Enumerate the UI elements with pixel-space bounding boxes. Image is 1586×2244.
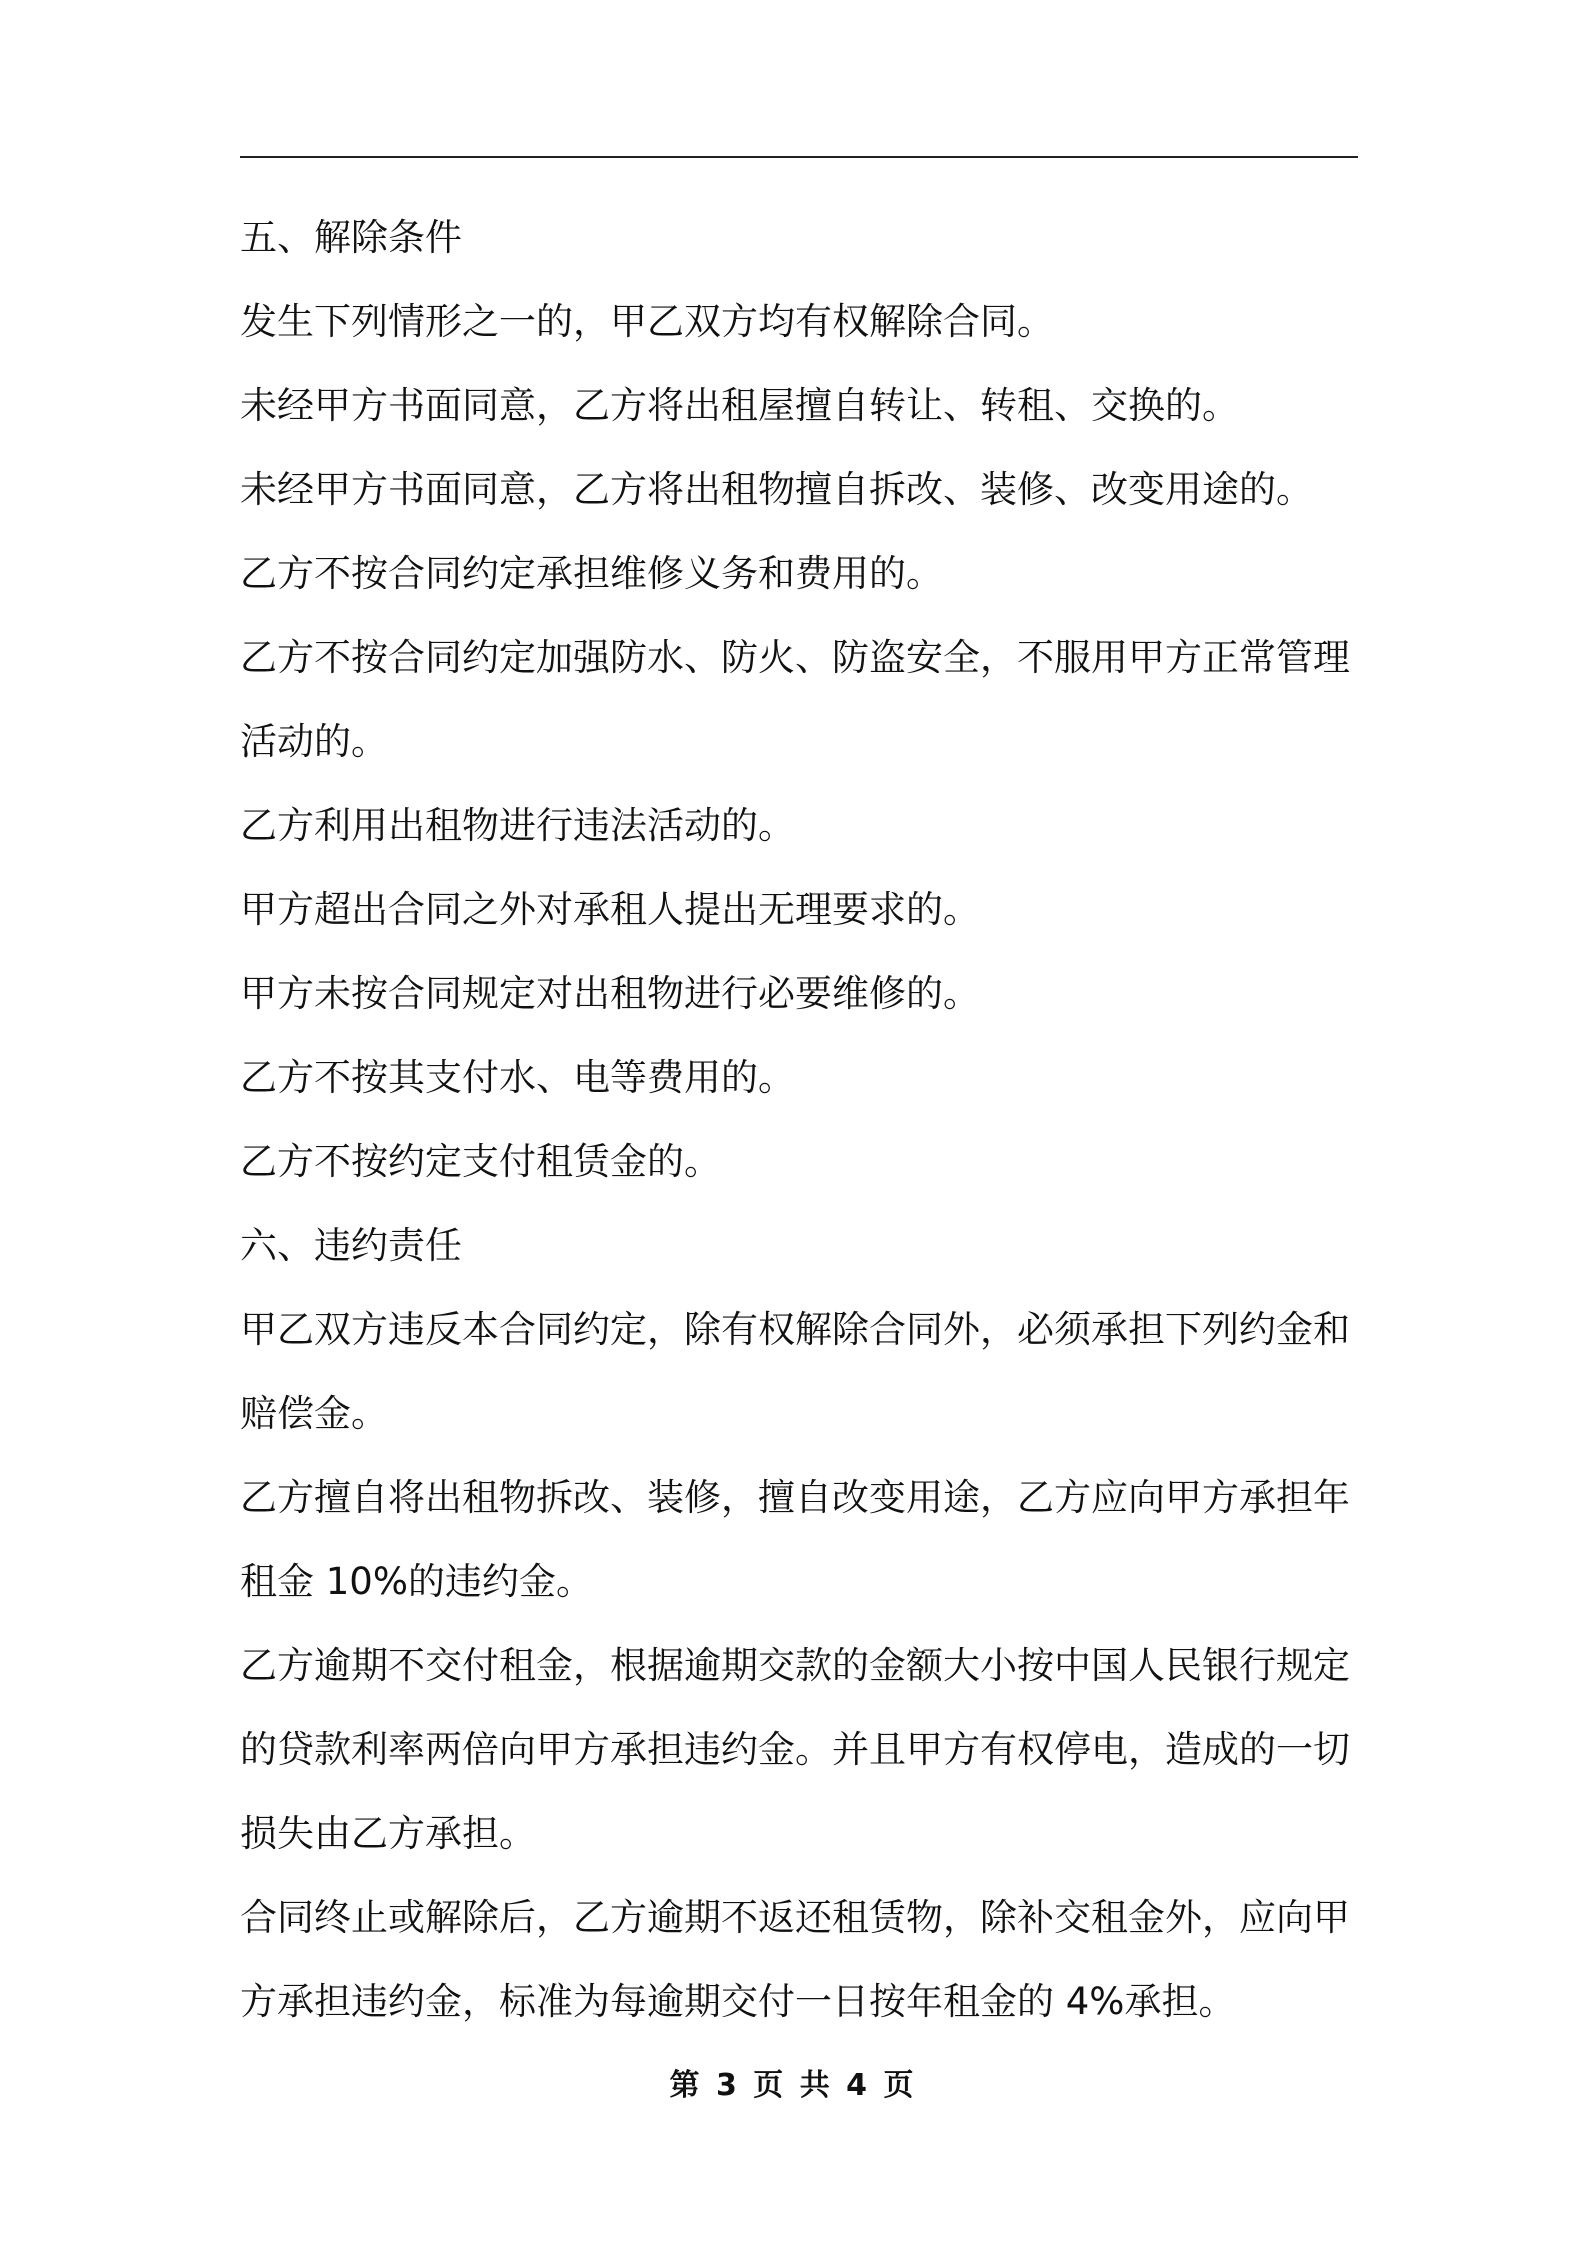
paragraph-line: 发生下列情形之一的，甲乙双方均有权解除合同。 bbox=[240, 300, 1054, 343]
paragraph-line: 未经甲方书面同意，乙方将出租物擅自拆改、装修、改变用途的。 bbox=[240, 468, 1313, 511]
paragraph-line: 未经甲方书面同意，乙方将出租屋擅自转让、转租、交换的。 bbox=[240, 384, 1239, 427]
paragraph-line: 方承担违约金，标准为每逾期交付一日按年租金的 4%承担。 bbox=[240, 1980, 1236, 2023]
paragraph-line: 赔偿金。 bbox=[240, 1392, 388, 1435]
document-body bbox=[240, 196, 1358, 2044]
paragraph-line: 甲乙双方违反本合同约定，除有权解除合同外，必须承担下列约金和 bbox=[240, 1308, 1350, 1351]
paragraph-line: 合同终止或解除后，乙方逾期不返还租赁物，除补交租金外，应向甲 bbox=[240, 1896, 1350, 1939]
page-number: 第 3 页 共 4 页 bbox=[669, 2068, 917, 2103]
paragraph-line: 损失由乙方承担。 bbox=[240, 1812, 536, 1855]
paragraph-line: 乙方利用出租物进行违法活动的。 bbox=[240, 804, 795, 847]
paragraph-line: 乙方逾期不交付租金，根据逾期交款的金额大小按中国人民银行规定 bbox=[240, 1644, 1350, 1687]
paragraph-line: 乙方擅自将出租物拆改、装修，擅自改变用途，乙方应向甲方承担年 bbox=[240, 1476, 1350, 1519]
section-heading: 六、违约责任 bbox=[240, 1224, 462, 1267]
paragraph-line: 乙方不按约定支付租赁金的。 bbox=[240, 1140, 721, 1183]
section-heading: 五、解除条件 bbox=[240, 216, 462, 259]
paragraph-line: 租金 10%的违约金。 bbox=[240, 1560, 593, 1603]
paragraph-line: 的贷款利率两倍向甲方承担违约金。并且甲方有权停电，造成的一切 bbox=[240, 1728, 1350, 1771]
paragraph-line: 甲方超出合同之外对承租人提出无理要求的。 bbox=[240, 888, 980, 931]
paragraph-line: 乙方不按合同约定承担维修义务和费用的。 bbox=[240, 552, 943, 595]
paragraph-line: 乙方不按合同约定加强防水、防火、防盗安全，不服用甲方正常管理 bbox=[240, 636, 1350, 679]
header-rule bbox=[240, 156, 1358, 158]
paragraph-line: 活动的。 bbox=[240, 720, 388, 763]
paragraph-line: 乙方不按其支付水、电等费用的。 bbox=[240, 1056, 795, 1099]
paragraph-line: 甲方未按合同规定对出租物进行必要维修的。 bbox=[240, 972, 980, 1015]
